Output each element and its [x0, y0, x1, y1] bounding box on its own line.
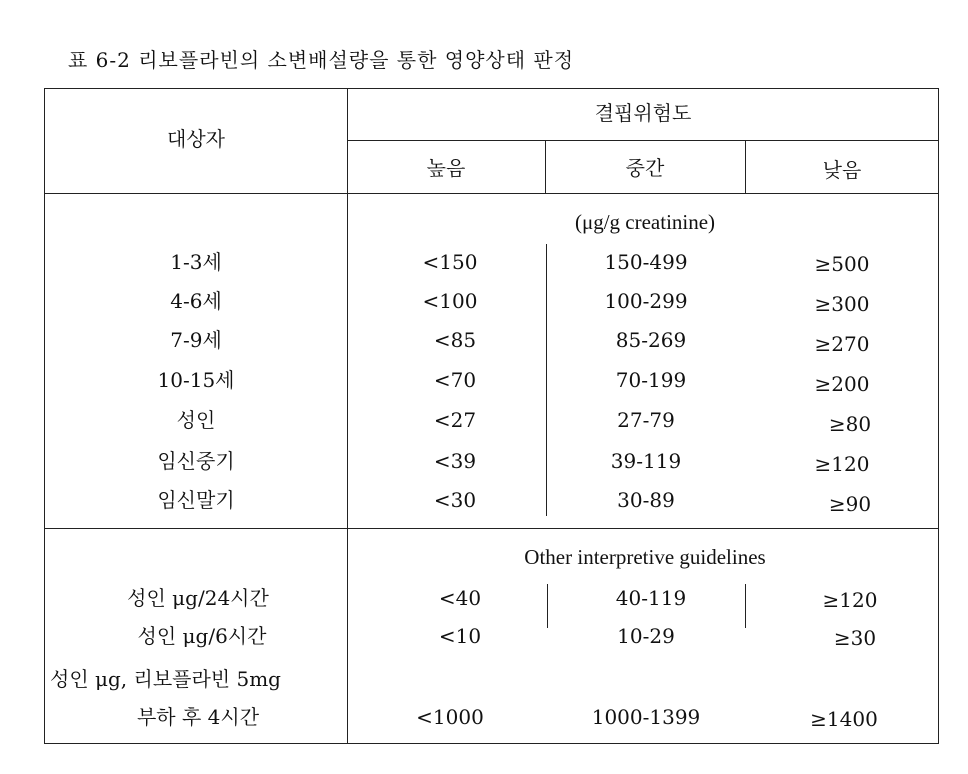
header-risk: 결핍위험도 [594, 101, 692, 125]
cell-mid: 30-89 [617, 488, 675, 512]
cell-high: <10 [438, 624, 482, 648]
cell-mid: 10-29 [617, 624, 675, 648]
header-col-rule-2 [745, 140, 746, 193]
cell-high: <100 [422, 289, 478, 313]
cell-high: <70 [433, 368, 477, 392]
cell-high: <39 [433, 449, 477, 473]
header-mid: 중간 [625, 156, 665, 180]
section2-col-rule-2 [745, 584, 746, 628]
section-divider-rule [44, 528, 939, 529]
row-label: 성인 [176, 408, 216, 432]
cell-high: <30 [433, 488, 477, 512]
cell-low: ≥120 [814, 452, 870, 476]
section2-col-rule-1 [547, 584, 548, 628]
header-col-rule-1 [545, 140, 546, 193]
section1-col-rule [546, 244, 547, 516]
cell-mid: 40-119 [615, 586, 687, 610]
row-label: 7-9세 [170, 328, 222, 352]
row-label-line2: 부하 후 4시간 [136, 705, 260, 729]
cell-low: ≥1400 [810, 707, 878, 731]
row-label: 임신말기 [157, 488, 235, 512]
table-caption: 표 6-2 리보플라빈의 소변배설량을 통한 영양상태 판정 [68, 48, 575, 72]
row-label: 성인 μg/24시간 [127, 586, 269, 610]
cell-low: ≥200 [814, 372, 870, 396]
cell-high: <27 [433, 408, 477, 432]
cell-mid: 1000-1399 [591, 705, 701, 729]
cell-low: ≥300 [814, 292, 870, 316]
row-label: 1-3세 [170, 250, 222, 274]
row-label: 4-6세 [170, 289, 222, 313]
header-subject: 대상자 [167, 127, 225, 151]
row-label: 10-15세 [157, 368, 235, 392]
cell-mid: 39-119 [610, 449, 682, 473]
cell-high: <40 [438, 586, 482, 610]
header-bottom-rule [44, 193, 939, 194]
row-label: 임신중기 [157, 449, 235, 473]
cell-mid: 27-79 [617, 408, 675, 432]
cell-mid: 85-269 [615, 328, 687, 352]
row-label: 성인 μg/6시간 [137, 624, 267, 648]
cell-low: ≥80 [828, 412, 872, 436]
header-low: 낮음 [822, 158, 862, 182]
cell-low: ≥120 [822, 588, 878, 612]
header-high: 높음 [426, 156, 466, 180]
cell-high: <85 [433, 328, 477, 352]
cell-low: ≥500 [814, 252, 870, 276]
unit-label: (μg/g creatinine) [574, 210, 716, 234]
cell-high: <150 [422, 250, 478, 274]
cell-mid: 70-199 [615, 368, 687, 392]
header-rule [347, 140, 939, 141]
cell-low: ≥270 [814, 332, 870, 356]
row-label-line1: 성인 μg, 리보플라빈 5mg [50, 667, 281, 691]
cell-mid: 150-499 [604, 250, 688, 274]
cell-mid: 100-299 [604, 289, 688, 313]
cell-low: ≥90 [828, 492, 872, 516]
cell-high: <1000 [416, 705, 484, 729]
cell-low: ≥30 [833, 626, 877, 650]
subject-column-rule [347, 88, 348, 744]
guidelines-title: Other interpretive guidelines [524, 545, 766, 569]
